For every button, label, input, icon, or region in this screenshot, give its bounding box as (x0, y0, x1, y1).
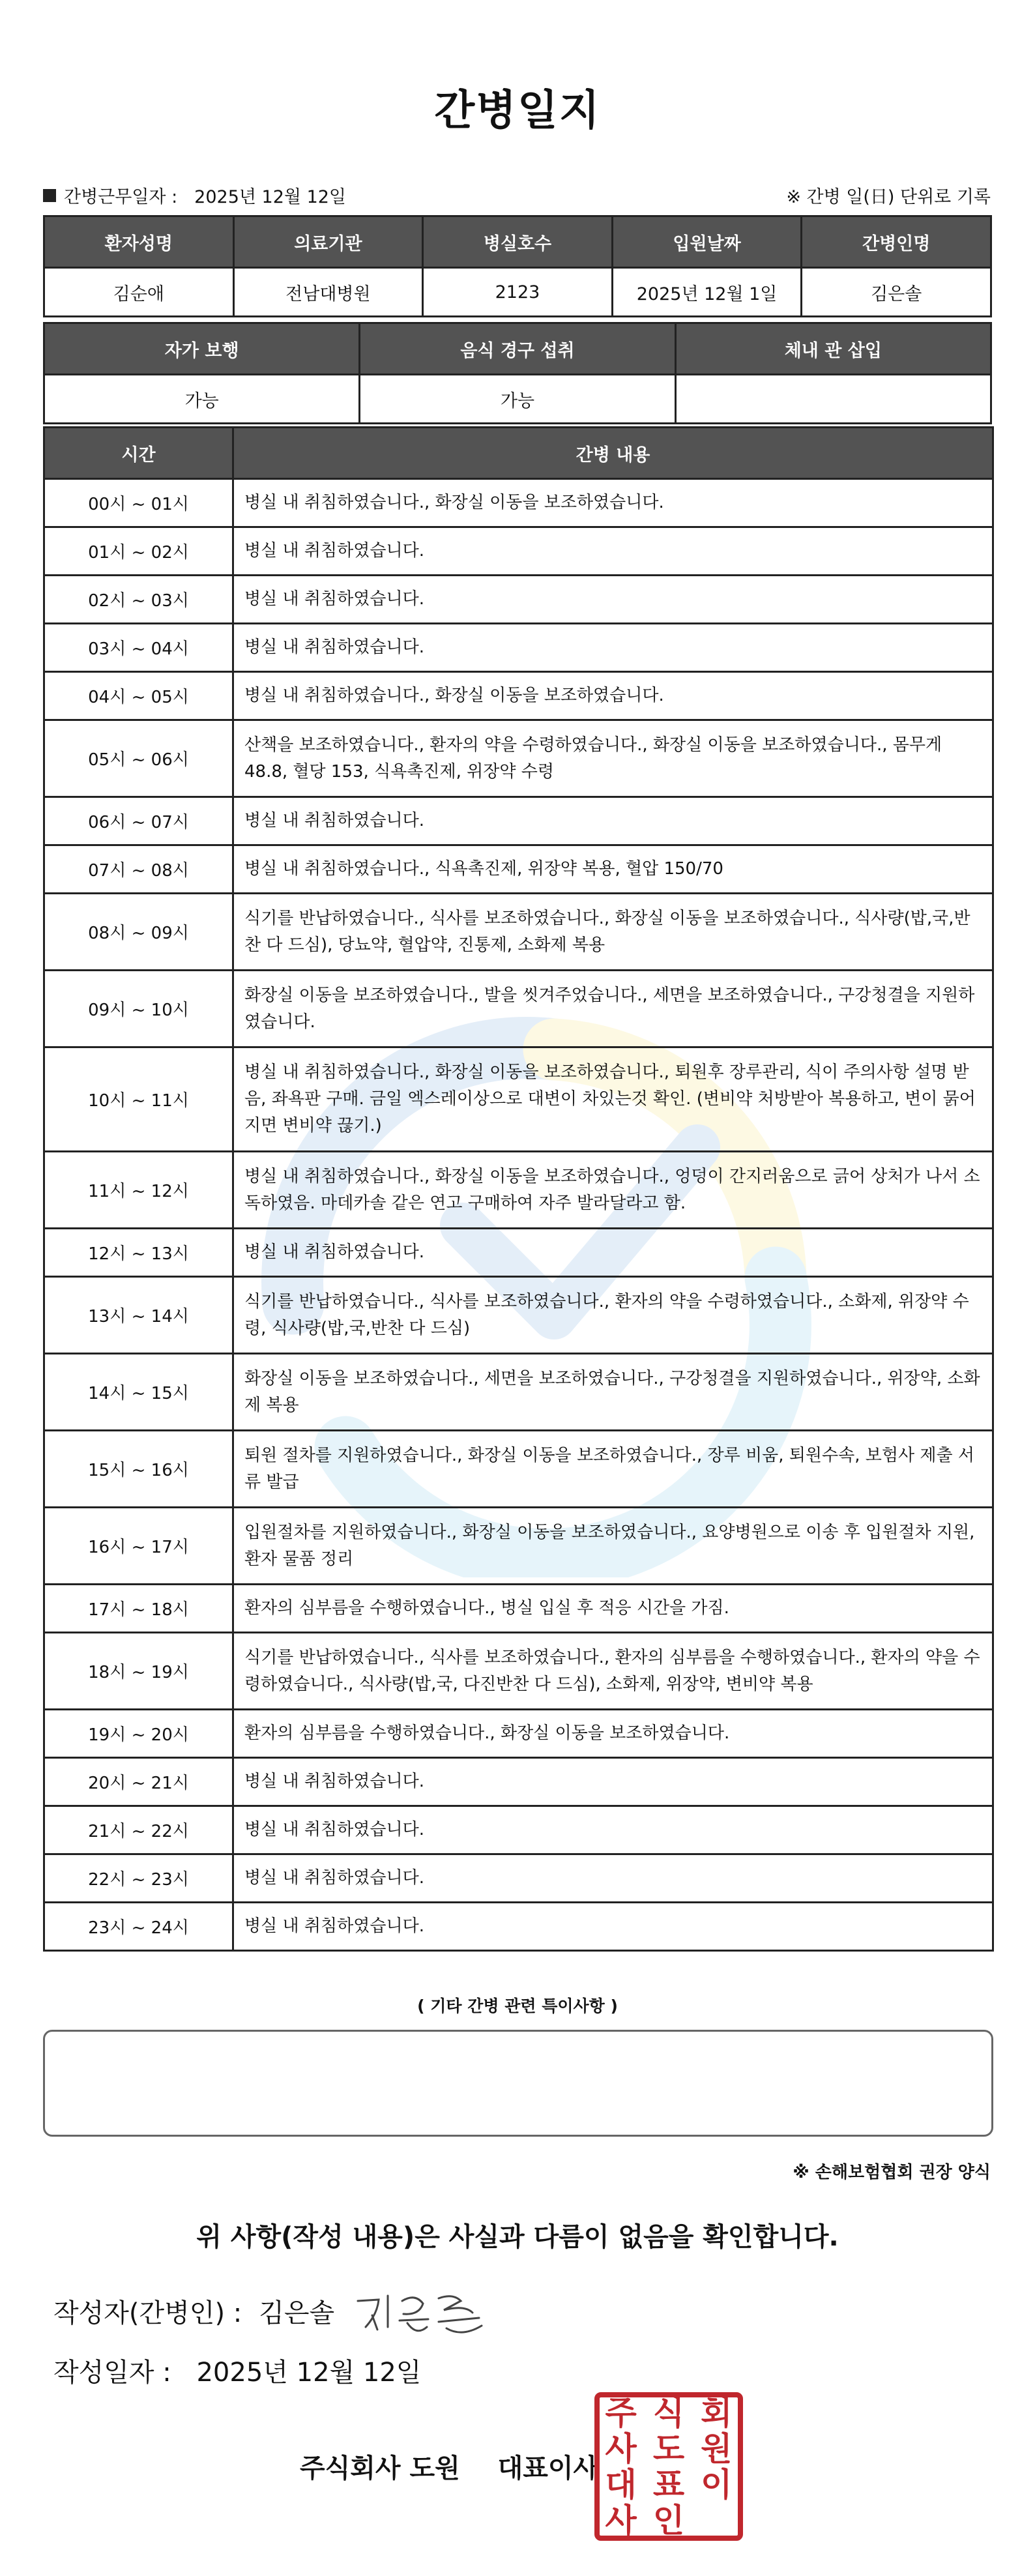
log-time: 03시 ~ 04시 (44, 624, 233, 672)
hospital: 전남대병원 (233, 268, 423, 317)
log-note: 식기를 반납하였습니다., 식사를 보조하였습니다., 환자의 약을 수령하였습니다., 소화제, 위장약 수령, 식사량(밥,국,반찬 다 드심) (233, 1277, 993, 1354)
square-bullet-icon (43, 189, 56, 202)
table-row (44, 1710, 993, 1758)
log-time: 20시 ~ 21시 (44, 1758, 233, 1806)
log-time: 01시 ~ 02시 (44, 527, 233, 576)
log-time: 12시 ~ 13시 (44, 1229, 233, 1277)
table-row (44, 845, 993, 894)
log-time: 04시 ~ 05시 (44, 672, 233, 720)
care-log-table (43, 426, 994, 1952)
log-note: 병실 내 취침하였습니다. (233, 527, 993, 576)
log-time: 02시 ~ 03시 (44, 576, 233, 624)
log-time: 18시 ~ 19시 (44, 1633, 233, 1710)
written-date-label: 작성일자 : (53, 2358, 171, 2388)
header-admission-date: 입원날짜 (612, 216, 802, 268)
log-time: 08시 ~ 09시 (44, 894, 233, 971)
log-note: 식기를 반납하였습니다., 식사를 보조하였습니다., 화장실 이동을 보조하였습니다., 식사량(밥,국,반찬 다 드심), 당뇨약, 혈압약, 진통제, 소화제 복용 (233, 894, 993, 971)
confirmation-statement: 위 사항(작성 내용)은 사실과 다름이 없음을 확인합니다. (196, 2222, 839, 2252)
header-care-content: 간병 내용 (233, 428, 993, 479)
log-note: 산책을 보조하였습니다., 환자의 약을 수령하였습니다., 화장실 이동을 보조하였습니다., 몸무게 48.8, 혈당 153, 식욕촉진제, 위장약 수령 (233, 720, 993, 797)
signature-icon (351, 2281, 488, 2340)
log-note: 화장실 이동을 보조하였습니다., 세면을 보조하였습니다., 구강청결을 지원하였습니다., 위장약, 소화제 복용 (233, 1354, 993, 1431)
oral-intake: 가능 (360, 375, 675, 424)
log-time: 10시 ~ 11시 (44, 1047, 233, 1152)
header-oral-intake: 음식 경구 섭취 (360, 323, 675, 375)
log-time: 07시 ~ 08시 (44, 845, 233, 894)
room-number: 2123 (423, 268, 613, 317)
self-walking: 가능 (44, 375, 360, 424)
seal-glyph: 도 (652, 2430, 685, 2468)
log-note: 입원절차를 지원하였습니다., 화장실 이동을 보조하였습니다., 요양병원으로 이송 후 입원절차 지원, 환자 물품 정리 (233, 1508, 993, 1585)
table-row (44, 1854, 993, 1903)
log-note: 병실 내 취침하였습니다., 화장실 이동을 보조하였습니다. (233, 479, 993, 527)
log-note: 병실 내 취침하였습니다. (233, 576, 993, 624)
header-time: 시간 (44, 428, 233, 479)
log-note: 식기를 반납하였습니다., 식사를 보조하였습니다., 환자의 심부름을 수행하였습니다., 환자의 약을 수령하였습니다., 식사량(밥,국, 다진반찬 다 드심), 소화제, 위장약, 변비약 복용 (233, 1633, 993, 1710)
table-row (44, 971, 993, 1047)
table-row (44, 1903, 993, 1951)
table-row (44, 1354, 993, 1431)
seal-glyph: 사 (605, 2502, 637, 2540)
log-note: 병실 내 취침하였습니다. (233, 1229, 993, 1277)
admission-date: 2025년 12월 1일 (612, 268, 802, 317)
header-patient-name: 환자성명 (44, 216, 234, 268)
seal-glyph: 원 (701, 2430, 733, 2468)
log-time: 21시 ~ 22시 (44, 1806, 233, 1854)
work-date (43, 183, 346, 208)
company-seal-icon (593, 2391, 744, 2542)
header-caregiver-name: 간병인명 (802, 216, 991, 268)
company-line (300, 2448, 598, 2485)
patient-status-table (43, 322, 992, 424)
log-time: 09시 ~ 10시 (44, 971, 233, 1047)
patient-info-table (43, 215, 992, 317)
company-title: 대표이사 (497, 2453, 599, 2483)
seal-glyph: 주 (605, 2394, 637, 2433)
seal-glyph: 인 (652, 2502, 685, 2540)
patient-name: 김순애 (44, 268, 234, 317)
log-note: 병실 내 취침하였습니다. (233, 1758, 993, 1806)
log-time: 17시 ~ 18시 (44, 1585, 233, 1633)
caregiver-name: 김은솔 (802, 268, 991, 317)
log-time: 14시 ~ 15시 (44, 1354, 233, 1431)
page-title: 간병일지 (434, 87, 601, 135)
seal-glyph: 대 (605, 2466, 637, 2504)
log-time: 23시 ~ 24시 (44, 1903, 233, 1951)
log-time: 05시 ~ 06시 (44, 720, 233, 797)
table-row (44, 797, 993, 845)
written-date-value: 2025년 12월 12일 (196, 2358, 422, 2388)
table-row (44, 1152, 993, 1229)
log-note: 병실 내 취침하였습니다. (233, 624, 993, 672)
author-line (53, 2281, 488, 2340)
log-note: 병실 내 취침하였습니다., 화장실 이동을 보조하였습니다., 엉덩이 간지러움으로 긁어 상처가 나서 소독하였음. 마데카솔 같은 연고 구매하여 자주 발라달라고 함. (233, 1152, 993, 1229)
table-row (44, 720, 993, 797)
table-row (44, 1277, 993, 1354)
log-time: 19시 ~ 20시 (44, 1710, 233, 1758)
table-row (44, 1633, 993, 1710)
log-note: 병실 내 취침하였습니다., 식욕촉진제, 위장약 복용, 혈압 150/70 (233, 845, 993, 894)
log-note: 병실 내 취침하였습니다. (233, 1854, 993, 1903)
author-name: 김은솔 (259, 2298, 335, 2328)
work-date-value: 2025년 12월 12일 (194, 187, 347, 207)
log-time: 11시 ~ 12시 (44, 1152, 233, 1229)
table-row (44, 672, 993, 720)
log-note: 병실 내 취침하였습니다. (233, 797, 993, 845)
log-note: 환자의 심부름을 수행하였습니다., 화장실 이동을 보조하였습니다. (233, 1710, 993, 1758)
log-time: 00시 ~ 01시 (44, 479, 233, 527)
table-row (44, 1806, 993, 1854)
log-note: 병실 내 취침하였습니다. (233, 1903, 993, 1951)
log-note: 병실 내 취침하였습니다., 화장실 이동을 보조하였습니다. (233, 672, 993, 720)
seal-glyph: 이 (701, 2466, 733, 2504)
form-note: ※ 손해보험협회 권장 양식 (793, 2163, 991, 2182)
tube-insertion (675, 375, 991, 424)
table-row (44, 479, 993, 527)
log-time: 06시 ~ 07시 (44, 797, 233, 845)
log-note: 화장실 이동을 보조하였습니다., 발을 씻겨주었습니다., 세면을 보조하였습니다., 구강청결을 지원하였습니다. (233, 971, 993, 1047)
special-notes-box (43, 2030, 993, 2137)
table-row (44, 576, 993, 624)
log-time: 22시 ~ 23시 (44, 1854, 233, 1903)
table-row (44, 1758, 993, 1806)
log-time: 13시 ~ 14시 (44, 1277, 233, 1354)
table-row (44, 1508, 993, 1585)
header-self-walking: 자가 보행 (44, 323, 360, 375)
author-label: 작성자(간병인) : (53, 2298, 242, 2328)
table-row (44, 1585, 993, 1633)
header-tube-insertion: 체내 관 삽입 (675, 323, 991, 375)
table-row (44, 527, 993, 576)
table-row (44, 1229, 993, 1277)
log-time: 15시 ~ 16시 (44, 1431, 233, 1508)
header-hospital: 의료기관 (233, 216, 423, 268)
log-note: 병실 내 취침하였습니다. (233, 1806, 993, 1854)
header-room-number: 병실호수 (423, 216, 613, 268)
seal-glyph: 사 (605, 2430, 637, 2468)
seal-glyph: 회 (701, 2394, 733, 2433)
unit-note: ※ 간병 일(日) 단위로 기록 (786, 187, 991, 207)
log-note: 환자의 심부름을 수행하였습니다., 병실 입실 후 적응 시간을 가짐. (233, 1585, 993, 1633)
log-note: 퇴원 절차를 지원하였습니다., 화장실 이동을 보조하였습니다., 장루 비움, 퇴원수속, 보험사 제출 서류 발급 (233, 1431, 993, 1508)
table-row (44, 1047, 993, 1152)
table-row (44, 624, 993, 672)
written-date-line (53, 2352, 421, 2389)
seal-glyph: 식 (652, 2394, 685, 2433)
seal-glyph: 표 (652, 2466, 685, 2504)
company-name: 주식회사 도원 (300, 2453, 460, 2483)
special-notes-title: ( 기타 간병 관련 특이사항 ) (417, 1997, 618, 2015)
log-note: 병실 내 취침하였습니다., 화장실 이동을 보조하였습니다., 퇴원후 장루관리, 식이 주의사항 설명 받음, 좌욕판 구매. 금일 엑스레이상으로 대변이 차있는것 확인. (변비약 처방받아 복용하고, 변이 묽어지면 변비약 끊기.) (233, 1047, 993, 1152)
log-time: 16시 ~ 17시 (44, 1508, 233, 1585)
table-row (44, 894, 993, 971)
work-date-label: 간병근무일자 : (64, 187, 178, 207)
table-row (44, 1431, 993, 1508)
